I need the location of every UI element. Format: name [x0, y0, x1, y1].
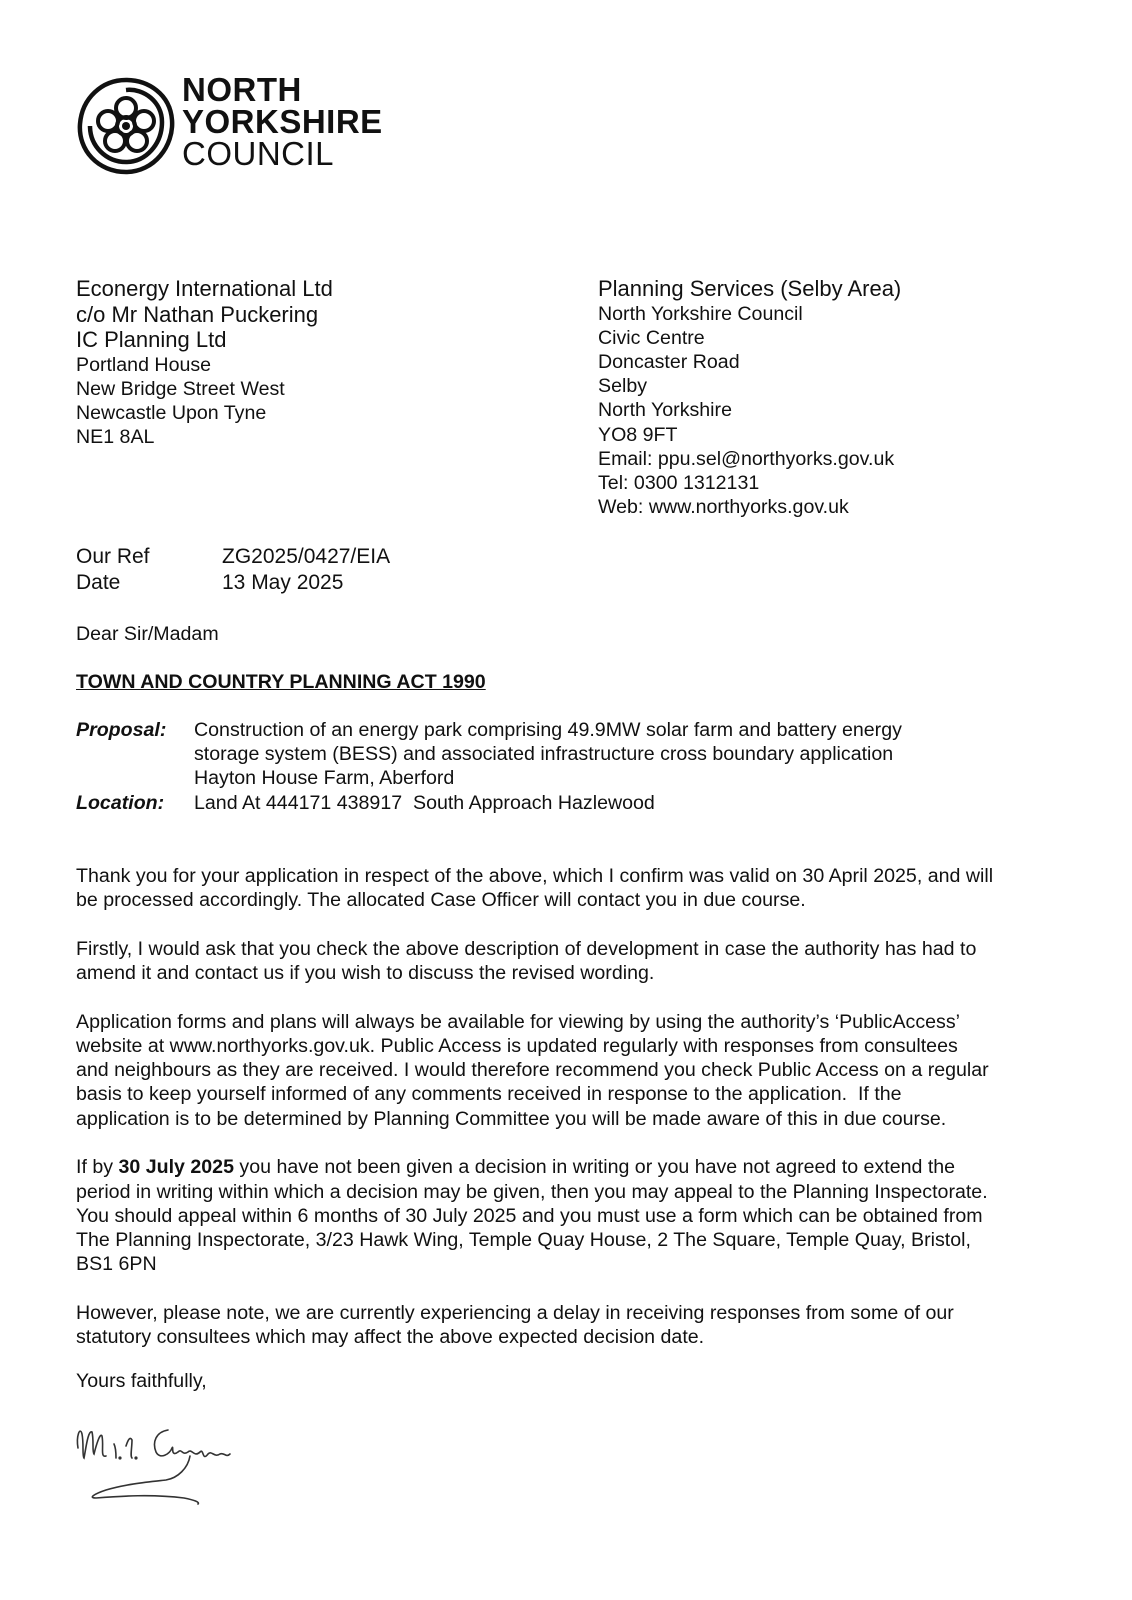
- sender-line: Selby: [598, 375, 648, 398]
- salutation: Dear Sir/Madam: [76, 623, 219, 645]
- sender-line: Planning Services (Selby Area): [598, 276, 902, 301]
- signature: [72, 1418, 242, 1518]
- closing: Yours faithfully,: [76, 1370, 207, 1392]
- recipient-line: NE1 8AL: [76, 426, 155, 449]
- paragraph-line: period in writing within which a decision may be given, then you may appeal to the Planning Inspectorate.: [76, 1180, 988, 1203]
- sender-line: YO8 9FT: [598, 423, 678, 446]
- paragraph: [76, 864, 1076, 912]
- tudor-rose-icon: [74, 74, 178, 178]
- paragraph: [76, 1301, 1076, 1349]
- location-value: Land At 444171 438917 South Approach Hazlewood: [194, 791, 655, 814]
- paragraph-line: Thank you for your application in respect of the above, which I confirm was valid on 30 April 2025, and will: [76, 865, 994, 887]
- proposal-line: Construction of an energy park comprising 49.9MW solar farm and battery energy: [194, 719, 902, 741]
- sender-line: Civic Centre: [598, 326, 705, 349]
- paragraph: [76, 937, 1076, 985]
- paragraph-line: basis to keep yourself informed of any comments received in response to the application. If the: [76, 1083, 902, 1106]
- logo-line-1: NORTH: [182, 71, 302, 108]
- recipient-line: Econergy International Ltd: [76, 276, 333, 301]
- text-suffix: you have not been given a decision in writing or you have not agreed to extend the: [233, 1156, 956, 1179]
- paragraph-line: Application forms and plans will always be available for viewing by using the authority’s ‘PublicAccess’: [76, 1010, 960, 1033]
- sender-line: North Yorkshire Council: [598, 302, 803, 325]
- location-label: Location:: [76, 791, 165, 814]
- proposal-line: Hayton House Farm, Aberford: [194, 767, 455, 790]
- proposal-block: [76, 718, 1076, 815]
- proposal-label: Proposal:: [76, 719, 167, 741]
- paragraph-line: statutory consultees which may affect the above expected decision date.: [76, 1326, 705, 1349]
- logo-line-3: COUNCIL: [182, 135, 335, 172]
- paragraph-line: website at www.northyorks.gov.uk. Public Access is updated regularly with responses from consultees: [76, 1035, 958, 1058]
- paragraph-line: [76, 1155, 1076, 1179]
- recipient-line: IC Planning Ltd: [76, 327, 227, 352]
- sender-phone: Tel: 0300 1312131: [598, 471, 760, 494]
- paragraph-line: amend it and contact us if you wish to discuss the revised wording.: [76, 962, 655, 985]
- logo-line-2: YORKSHIRE: [182, 103, 383, 140]
- paragraph-line: BS1 6PN: [76, 1253, 157, 1276]
- sender-email: Email: ppu.sel@northyorks.gov.uk: [598, 447, 895, 470]
- letter-body: [76, 864, 1076, 1374]
- date-label: Date: [76, 571, 121, 594]
- recipient-line: Newcastle Upon Tyne: [76, 401, 267, 424]
- text-prefix: If by: [76, 1156, 119, 1179]
- sender-web: Web: www.northyorks.gov.uk: [598, 496, 849, 519]
- paragraph: [76, 1155, 1076, 1276]
- sender-address: [598, 276, 1118, 519]
- proposal-line: storage system (BESS) and associated infrastructure cross boundary application: [194, 743, 894, 766]
- date-value: 13 May 2025: [222, 571, 344, 594]
- recipient-line: c/o Mr Nathan Puckering: [76, 301, 319, 327]
- recipient-line: Portland House: [76, 353, 212, 376]
- letter-heading: TOWN AND COUNTRY PLANNING ACT 1990: [76, 671, 486, 693]
- sender-line: Doncaster Road: [598, 350, 740, 373]
- paragraph-line: and neighbours as they are received. I would therefore recommend you check Public Access on a regular: [76, 1059, 989, 1082]
- paragraph-line: Firstly, I would ask that you check the above description of development in case the authority has had to: [76, 937, 977, 960]
- sender-line: North Yorkshire: [598, 399, 732, 422]
- recipient-line: New Bridge Street West: [76, 377, 285, 400]
- paragraph-line: be processed accordingly. The allocated Case Officer will contact you in due course.: [76, 889, 806, 912]
- paragraph-line: However, please note, we are currently experiencing a delay in receiving responses from some of our: [76, 1301, 954, 1324]
- paragraph-line: You should appeal within 6 months of 30 July 2025 and you must use a form which can be obtained from: [76, 1204, 983, 1227]
- our-ref-label: Our Ref: [76, 545, 150, 568]
- paragraph-line: application is to be determined by Planning Committee you will be made aware of this in due course.: [76, 1107, 947, 1130]
- deadline-date: 30 July 2025: [118, 1156, 234, 1179]
- council-logo: [74, 72, 394, 182]
- paragraph-line: The Planning Inspectorate, 3/23 Hawk Wing, Temple Quay House, 2 The Square, Temple Quay, Bristol,: [76, 1228, 971, 1251]
- paragraph: [76, 1010, 1076, 1131]
- reference-block: [76, 544, 390, 596]
- recipient-address: [76, 276, 516, 449]
- our-ref-value: ZG2025/0427/EIA: [222, 545, 391, 568]
